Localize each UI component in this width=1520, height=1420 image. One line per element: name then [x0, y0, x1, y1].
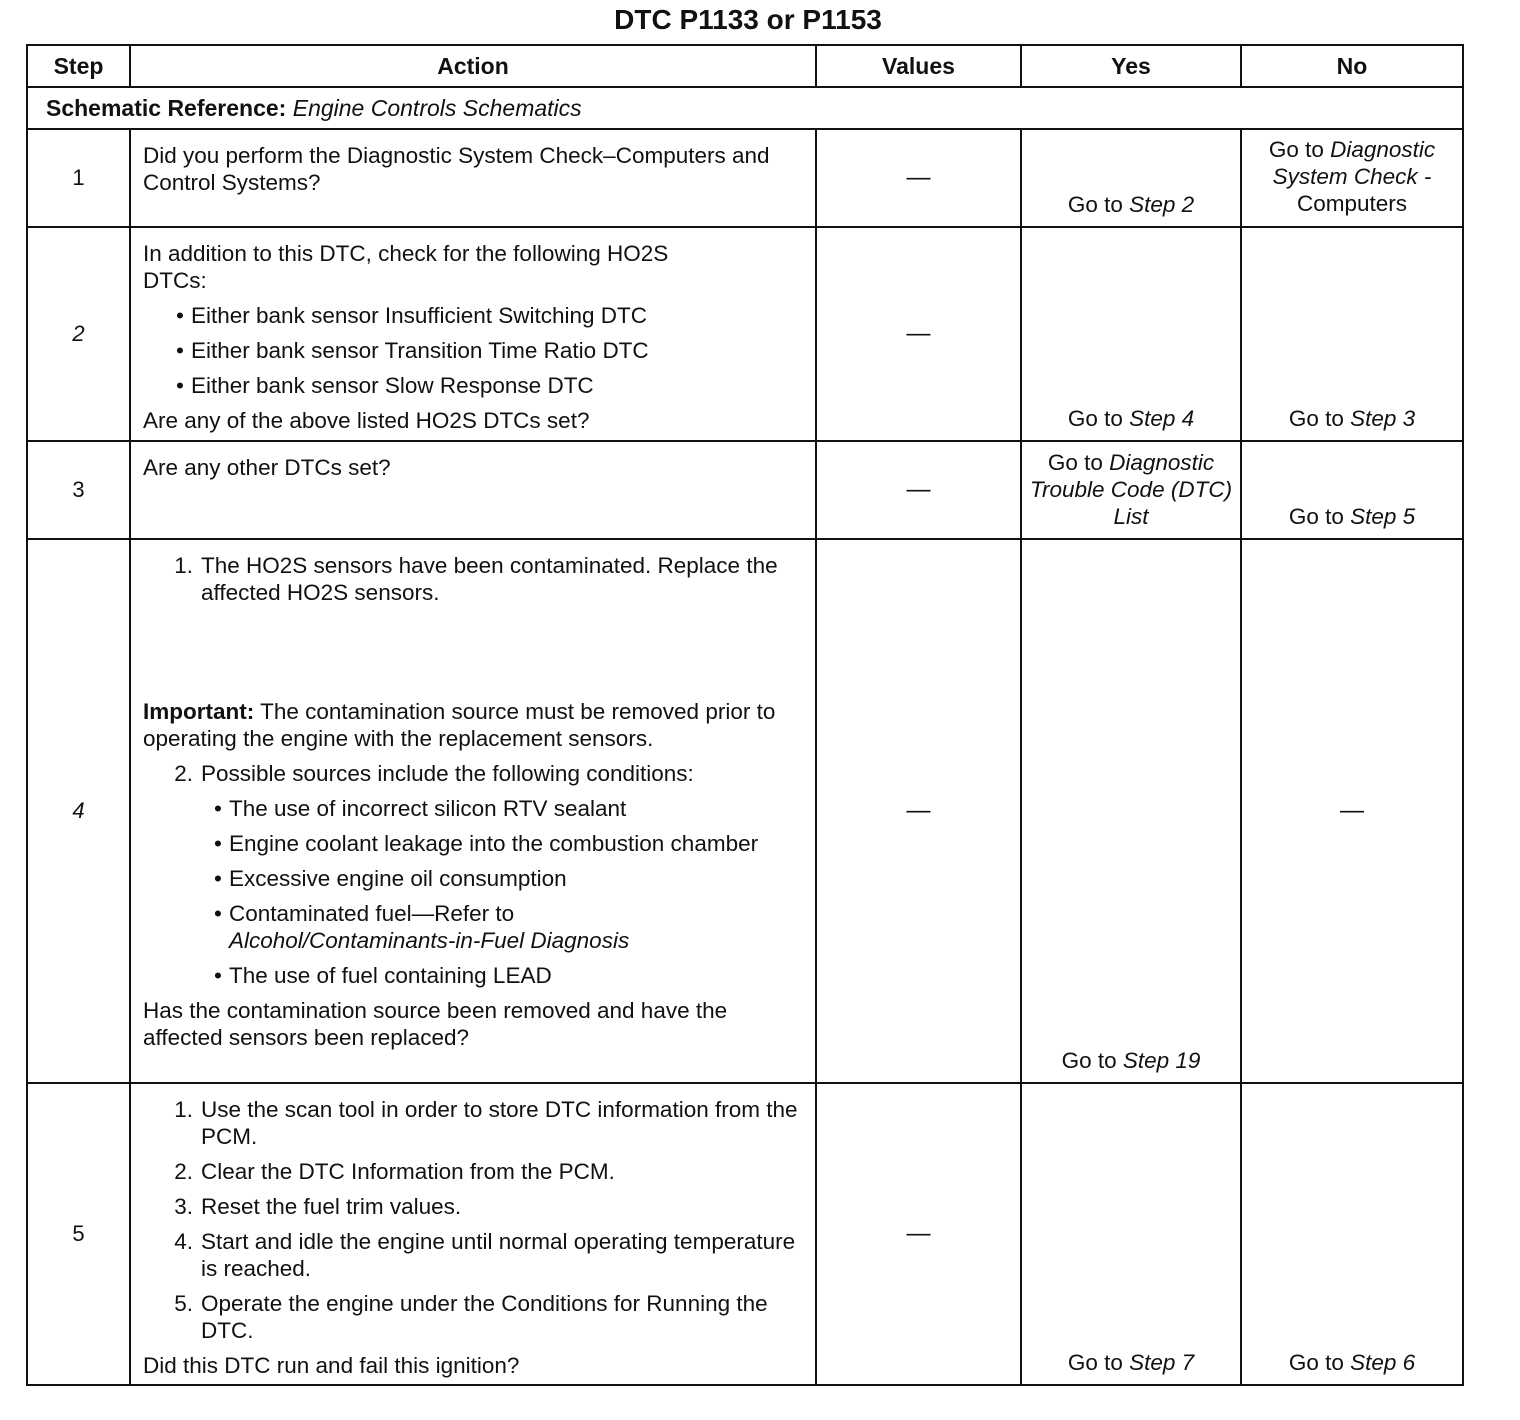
- yes-link[interactable]: Diagnostic Trouble Code (DTC) List: [1029, 450, 1233, 529]
- list-item: 3. Reset the fuel trim values.: [174, 1194, 462, 1219]
- yes-cell[interactable]: Go to Diagnostic Trouble Code (DTC) List: [1021, 441, 1241, 539]
- table-row: [27, 441, 1463, 539]
- action-text: Are any other DTCs set?: [143, 455, 391, 480]
- no-cell[interactable]: Go to Diagnostic System Check - Computers: [1241, 129, 1463, 227]
- schematic-row: [27, 87, 1463, 129]
- step-number: 1: [27, 129, 130, 227]
- values-cell: —: [816, 227, 1021, 441]
- list-item: • Contaminated fuel—Refer to Alcohol/Contaminants-in-Fuel Diagnosis: [214, 901, 630, 953]
- schematic-reference: [27, 87, 1463, 129]
- header-row: [27, 45, 1463, 87]
- list-item: • Either bank sensor Insufficient Switching DTC: [176, 303, 648, 328]
- yes-cell[interactable]: Go to Step 4: [1021, 227, 1241, 441]
- action-cell: [130, 441, 816, 539]
- no-link[interactable]: Step 5: [1350, 504, 1416, 529]
- action-question: Has the contamination source been removed and have the affected sensors been replaced?: [143, 998, 728, 1050]
- yes-link[interactable]: Step 19: [1122, 1048, 1201, 1073]
- step-number: 3: [27, 441, 130, 539]
- action-cell: [130, 539, 816, 1083]
- no-cell[interactable]: Go to Step 5: [1241, 441, 1463, 539]
- yes-link[interactable]: Step 4: [1129, 406, 1195, 431]
- step-number: 4: [27, 539, 130, 1083]
- no-link[interactable]: Step 6: [1350, 1350, 1416, 1375]
- table-row: [27, 1083, 1463, 1385]
- fuel-diagnosis-link[interactable]: Alcohol/Contaminants-in-Fuel Diagnosis: [229, 928, 630, 953]
- important-note: Important: The contamination source must be removed prior to operating the engine with the replacement sensors.: [143, 699, 776, 751]
- list-item: • Excessive engine oil consumption: [214, 866, 567, 891]
- table-row: [27, 129, 1463, 227]
- yes-link[interactable]: Step 2: [1129, 192, 1195, 217]
- header-action: Action: [130, 45, 816, 87]
- step-number: 5: [27, 1083, 130, 1385]
- no-link-tail: Computers: [1296, 191, 1408, 216]
- header-step: Step: [27, 45, 130, 87]
- action-text: Did you perform the Diagnostic System Check–Computers and Control Systems?: [143, 143, 770, 195]
- bullet-list: [143, 795, 805, 989]
- bullet-list: [143, 302, 805, 399]
- list-item: 2. Possible sources include the following conditions:: [174, 761, 694, 786]
- no-cell[interactable]: Go to Step 6: [1241, 1083, 1463, 1385]
- no-cell[interactable]: Go to Step 3: [1241, 227, 1463, 441]
- action-cell: [130, 227, 816, 441]
- step-number: 2: [27, 227, 130, 441]
- list-item: • The use of fuel containing LEAD: [214, 963, 552, 988]
- action-intro: In addition to this DTC, check for the following HO2S DTCs:: [143, 241, 669, 293]
- table-row: [27, 227, 1463, 441]
- list-item: 5. Operate the engine under the Conditions for Running the DTC.: [174, 1291, 768, 1343]
- action-question: Did this DTC run and fail this ignition?: [143, 1353, 520, 1378]
- list-item: 2. Clear the DTC Information from the PCM.: [174, 1159, 615, 1184]
- no-cell: —: [1241, 539, 1463, 1083]
- schematic-label: Schematic Reference:: [46, 94, 287, 121]
- yes-cell[interactable]: Go to Step 7: [1021, 1083, 1241, 1385]
- diagnostic-table: [26, 44, 1464, 1386]
- values-cell: —: [816, 539, 1021, 1083]
- list-item: • Engine coolant leakage into the combustion chamber: [214, 831, 759, 856]
- no-link[interactable]: Diagnostic System Check -: [1272, 137, 1436, 189]
- table-row: [27, 539, 1463, 1083]
- list-item: 1. The HO2S sensors have been contaminated. Replace the affected HO2S sensors.: [174, 553, 778, 605]
- action-cell: [130, 129, 816, 227]
- list-item: • The use of incorrect silicon RTV sealant: [214, 796, 627, 821]
- header-yes: Yes: [1021, 45, 1241, 87]
- header-no: No: [1241, 45, 1463, 87]
- list-item: • Either bank sensor Slow Response DTC: [176, 373, 594, 398]
- values-cell: —: [816, 1083, 1021, 1385]
- header-values: Values: [816, 45, 1021, 87]
- yes-cell[interactable]: Go to Step 19: [1021, 539, 1241, 1083]
- yes-cell[interactable]: Go to Step 2: [1021, 129, 1241, 227]
- action-cell: [130, 1083, 816, 1385]
- yes-link[interactable]: Step 7: [1129, 1350, 1195, 1375]
- list-item: • Either bank sensor Transition Time Ratio DTC: [176, 338, 649, 363]
- schematic-link[interactable]: Engine Controls Schematics: [292, 94, 582, 121]
- list-item: 4. Start and idle the engine until normal operating temperature is reached.: [174, 1229, 796, 1281]
- values-cell: —: [816, 441, 1021, 539]
- values-cell: —: [816, 129, 1021, 227]
- no-link[interactable]: Step 3: [1350, 406, 1416, 431]
- list-item: 1. Use the scan tool in order to store DTC information from the PCM.: [174, 1097, 798, 1149]
- page-title: DTC P1133 or P1153: [614, 4, 882, 35]
- action-question: Are any of the above listed HO2S DTCs set?: [143, 408, 590, 433]
